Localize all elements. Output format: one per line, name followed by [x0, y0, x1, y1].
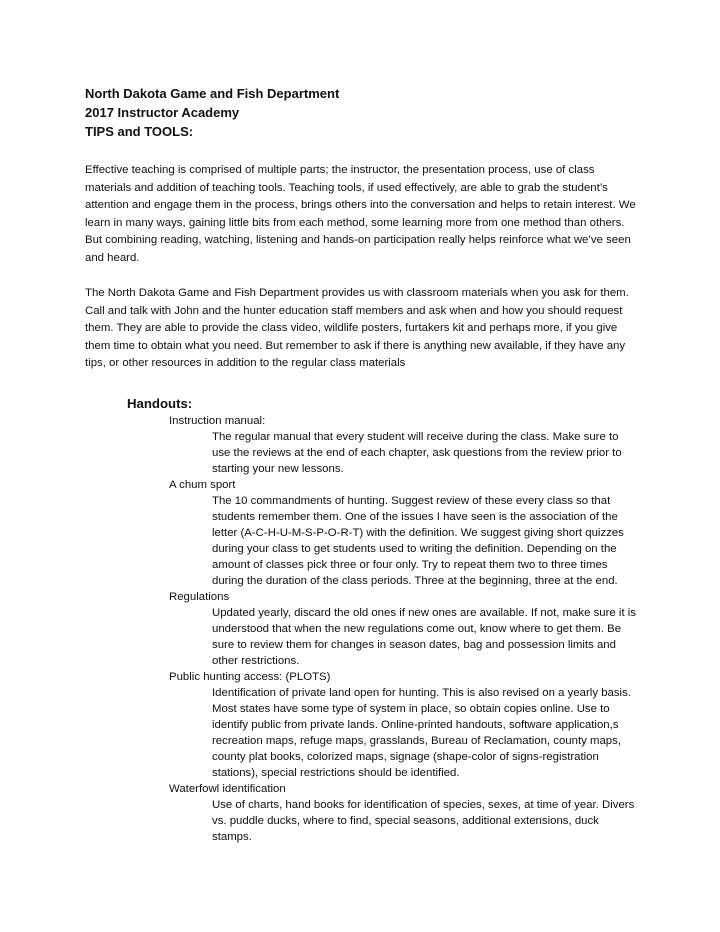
event-name: 2017 Instructor Academy: [85, 105, 240, 120]
handout-description: The 10 commandments of hunting. Suggest review of these every class so that students remember them. One of the issues I have seen is the association of the letter (A-C-H-U-M-S-P-O-R-T) with the definition. We suggest giving short quizzes during your class to get students used to writing the definition. Depending on the amount of classes pick three or four only. Try to repeat them two to three times during the duration of the class periods. Three at the beginning, three at the end.: [212, 494, 624, 587]
document-page: [85, 84, 640, 845]
handout-description: The regular manual that every student will receive during the class. Make sure to use the reviews at the end of each chapter, ask questions from the review prior to starting your new lessons.: [212, 430, 622, 475]
handout-title: Instruction manual:: [169, 414, 266, 427]
handout-title: A chum sport: [169, 478, 236, 491]
org-name: North Dakota Game and Fish Department: [85, 86, 340, 101]
materials-paragraph: The North Dakota Game and Fish Department provides us with classroom materials when you ask for them. Call and talk with John and the hunter education staff members and ask when and how you should request them. They are able to provide the class video, wildlife posters, furtakers kit and perhaps more, if you give them time to obtain what you need. But remember to ask if there is anything new available, if they have any tips, or other resources in addition to the regular class materials: [85, 287, 629, 369]
handout-item-manual: [85, 413, 640, 477]
handouts-heading: Handouts:: [127, 395, 193, 411]
handout-item-regulations: [85, 589, 640, 669]
handout-description: Identification of private land open for hunting. This is also revised on a yearly basis. Most states have some type of system in place, so obtain copies online. Use to identify public from private lands. Online-printed handouts, software application,s recreation maps, refuge maps, grasslands, Bureau of Reclamation, county maps, county plat books, colorized maps, signage (shape-color of signs-registration stations), special restrictions should be identified.: [212, 686, 631, 779]
handout-title: Waterfowl identification: [169, 782, 286, 795]
handout-item-chum-sport: [85, 477, 640, 589]
document-header: [85, 84, 640, 141]
intro-paragraph: Effective teaching is comprised of multiple parts; the instructor, the presentation process, use of class materials and addition of teaching tools. Teaching tools, if used effectively, are able to grab the student’s attention and engage them in the process, brings others into the conversation and helps to retain interest. We learn in many ways, gaining little bits from each method, some learning more from one method than others. But combining reading, watching, listening and hands-on participation really helps reinforce what we’ve seen and heard.: [85, 164, 636, 264]
handout-title: Public hunting access: (PLOTS): [169, 670, 331, 683]
handout-item-plots: [85, 669, 640, 781]
handout-title: Regulations: [169, 590, 230, 603]
handout-description: Use of charts, hand books for identification of species, sexes, at time of year. Divers vs. puddle ducks, where to find, special seasons, additional extensions, duck stamps.: [212, 798, 635, 843]
handout-item-waterfowl: [85, 781, 640, 845]
doc-title: TIPS and TOOLS:: [85, 124, 194, 139]
handout-description: Updated yearly, discard the old ones if new ones are available. If not, make sure it is understood that when the new regulations come out, know where to get them. Be sure to review them for changes in season dates, bag and possession limits and other restrictions.: [212, 606, 637, 667]
